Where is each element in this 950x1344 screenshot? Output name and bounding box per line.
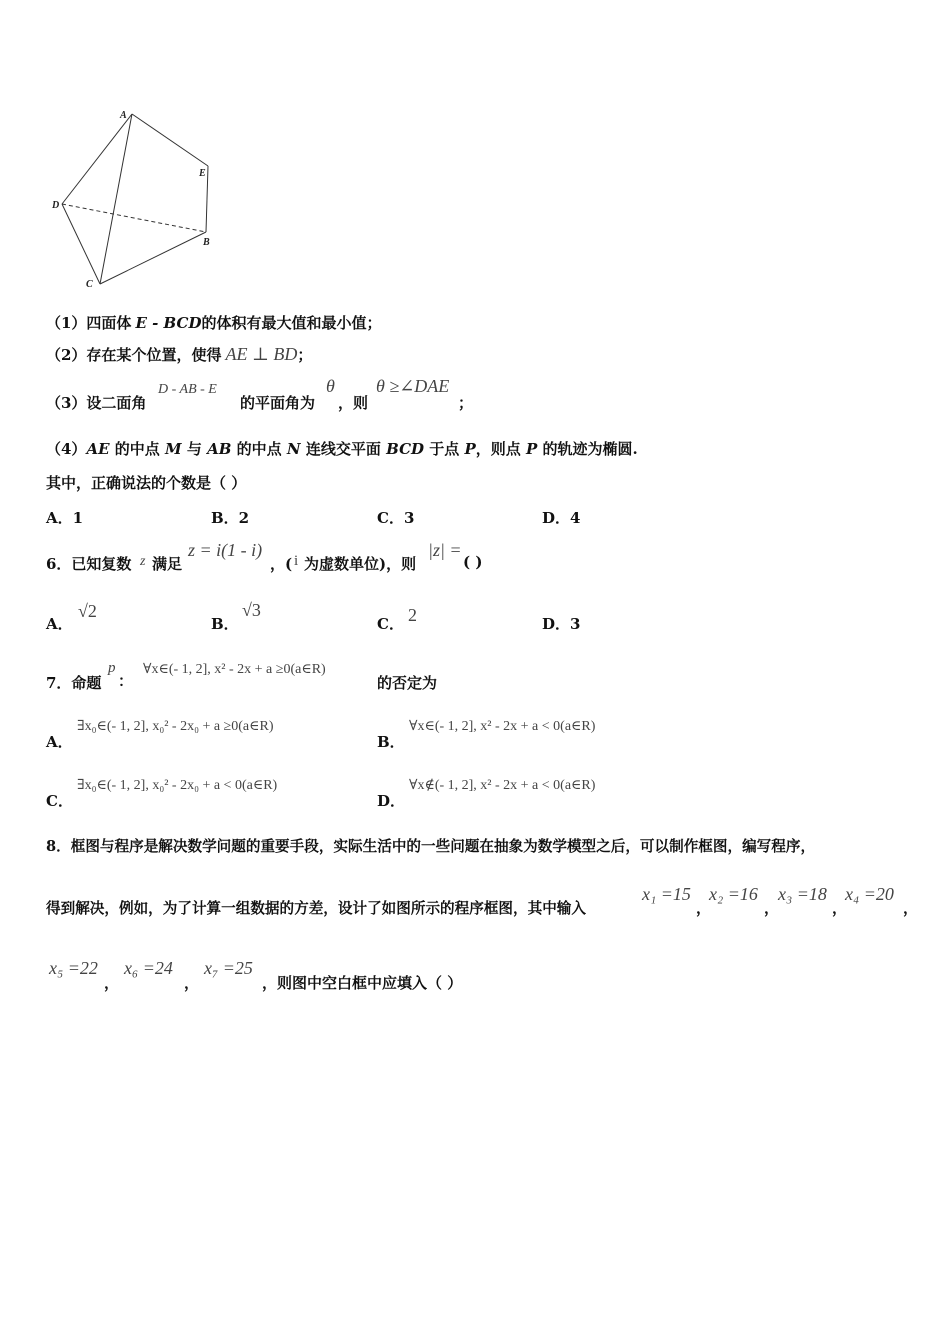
q6-z: z <box>140 554 146 569</box>
statement-4-t3: 的中点 <box>236 440 282 458</box>
q8-sep-4: ， <box>903 899 919 917</box>
q7-option-c-label[interactable]: C． <box>46 792 73 810</box>
q8-sep-3: ， <box>832 899 848 917</box>
q8-sep-5: ， <box>104 974 120 992</box>
statement-4-t6: ，则点 <box>475 440 521 458</box>
vertex-label-e: E <box>199 168 206 179</box>
q7-option-b-value: ∀x∈(- 1, 2], x² - 2x + a < 0(a∈R) <box>409 719 596 734</box>
statement-4-t1: 的中点 <box>114 440 160 458</box>
q6-i: i <box>294 553 299 569</box>
edge-ae <box>132 114 208 166</box>
q7-lead: 7．命题 <box>46 674 102 692</box>
q6-option-d[interactable]: D．3 <box>542 615 581 633</box>
q8-input-x4: x₄ =20 <box>845 884 894 904</box>
statement-4-t2: 与 <box>186 440 202 458</box>
q6-option-c-label[interactable]: C． <box>377 615 404 633</box>
q6-option-b-value: √3 <box>242 600 261 620</box>
q7-tail: 的否定为 <box>377 674 438 692</box>
q8-input-x3: x₃ =18 <box>778 884 827 904</box>
q5-option-c[interactable]: C．3 <box>377 509 415 527</box>
q6-option-c-value: 2 <box>408 605 417 625</box>
q6-option-a-label[interactable]: A． <box>46 615 73 633</box>
q8-line-2: 得到解决，例如，为了计算一组数据的方差，设计了如图所示的程序框图，其中输入 <box>46 900 586 917</box>
vertex-label-c: C <box>86 279 93 290</box>
statement-4-bcd: BCD <box>386 440 425 458</box>
statement-4 <box>46 438 638 459</box>
statement-1-text: （1）四面体 <box>46 314 132 332</box>
edge-ad <box>62 114 132 204</box>
statement-3-mid: 的平面角为 <box>240 394 316 412</box>
statement-3-text: （3）设二面角 <box>46 394 147 412</box>
q6-abs: |z| = <box>428 540 462 560</box>
edge-ac <box>100 114 132 284</box>
statement-4-t4: 连线交平面 <box>305 440 381 458</box>
edge-eb <box>206 166 208 232</box>
q6-option-b-label[interactable]: B． <box>211 615 239 633</box>
q8-input-x6: x₆ =24 <box>124 958 173 978</box>
vertex-label-d: D <box>52 200 60 211</box>
statement-3 <box>46 392 146 413</box>
statement-3-theta: θ <box>326 376 335 396</box>
statement-3-then: ，则 <box>338 394 369 412</box>
q7-option-d-label[interactable]: D． <box>377 792 406 810</box>
q8-sep-2: ， <box>764 899 780 917</box>
q7-option-d-value: ∀x∉(- 1, 2], x² - 2x + a < 0(a∈R) <box>409 778 596 793</box>
q5-option-b[interactable]: B．2 <box>211 509 250 527</box>
q8-input-x1: x₁ =15 <box>642 884 691 904</box>
q7-option-b-label[interactable]: B． <box>377 733 405 751</box>
edge-db-hidden <box>62 204 206 232</box>
statement-4-ab: AB <box>207 440 232 458</box>
q6-option-a-value: √2 <box>78 601 97 621</box>
q6-paren: ，( <box>270 555 293 573</box>
q6-equation: z = i(1 - i) <box>188 540 263 560</box>
statement-4-n: N <box>286 440 301 458</box>
q8-input-x7: x₇ =25 <box>204 958 253 978</box>
edge-cb <box>100 232 206 284</box>
statement-1-math: E - BCD <box>135 314 202 332</box>
statement-2 <box>46 344 312 365</box>
q5-option-a[interactable]: A．1 <box>46 509 84 527</box>
statement-2-math: AE ⊥ BD <box>225 344 298 364</box>
statement-1 <box>46 312 381 333</box>
statement-3-dihedral: D - AB - E <box>158 382 217 397</box>
q7-proposition: ∀x∈(- 1, 2], x² - 2x + a ≥0(a∈R) <box>143 662 326 677</box>
q8-input-x2: x₂ =16 <box>709 884 758 904</box>
q7-p: p <box>108 660 116 676</box>
statement-4-p: P <box>464 440 476 458</box>
q5-option-d[interactable]: D．4 <box>542 509 581 527</box>
q8-tail: ，则图中空白框中应填入（ ） <box>262 974 463 992</box>
edge-dc <box>62 204 100 284</box>
statement-4-t5: 于点 <box>429 440 460 458</box>
q7-option-c-value: ∃x₀∈(- 1, 2], x₀² - 2x₀ + a < 0(a∈R) <box>77 778 278 793</box>
vertex-label-a: A <box>120 110 127 121</box>
statement-4-prefix: （4） <box>46 440 87 458</box>
statement-4-p2: P <box>526 440 538 458</box>
statement-2-tail: ； <box>297 346 313 364</box>
q7-option-a-value: ∃x₀∈(- 1, 2], x₀² - 2x₀ + a ≥0(a∈R) <box>77 719 274 734</box>
q6-lead: 6．已知复数 <box>46 555 132 573</box>
q8-sep-6: ， <box>184 974 200 992</box>
vertex-label-b: B <box>203 237 210 248</box>
q8-input-x5: x₅ =22 <box>49 958 98 978</box>
statement-3-inequality: θ ≥∠DAE <box>376 376 450 396</box>
q7-colon: ： <box>118 672 134 690</box>
q8-sep-1: ， <box>696 899 712 917</box>
statement-4-t7: 的轨迹为椭圆. <box>542 440 638 458</box>
statement-4-ae: AE <box>86 440 110 458</box>
q7-option-a-label[interactable]: A． <box>46 733 73 751</box>
q5-question: 其中，正确说法的个数是（ ） <box>46 474 247 492</box>
q8-line-1: 8．框图与程序是解决数学问题的重要手段，实际生活中的一些问题在抽象为数学模型之后，可以制作框图，编写程序， <box>46 838 816 855</box>
statement-2-text: （2）存在某个位置，使得 <box>46 346 222 364</box>
statement-4-m: M <box>165 440 182 458</box>
statement-3-tail: ； <box>458 394 474 412</box>
q6-satisfy: 满足 <box>152 555 183 573</box>
statement-1-tail: 的体积有最大值和最小值； <box>201 314 382 332</box>
q6-blank: ( ) <box>463 553 483 571</box>
tetrahedron-figure <box>48 104 223 294</box>
q6-unit-text: 为虚数单位)，则 <box>304 555 417 573</box>
